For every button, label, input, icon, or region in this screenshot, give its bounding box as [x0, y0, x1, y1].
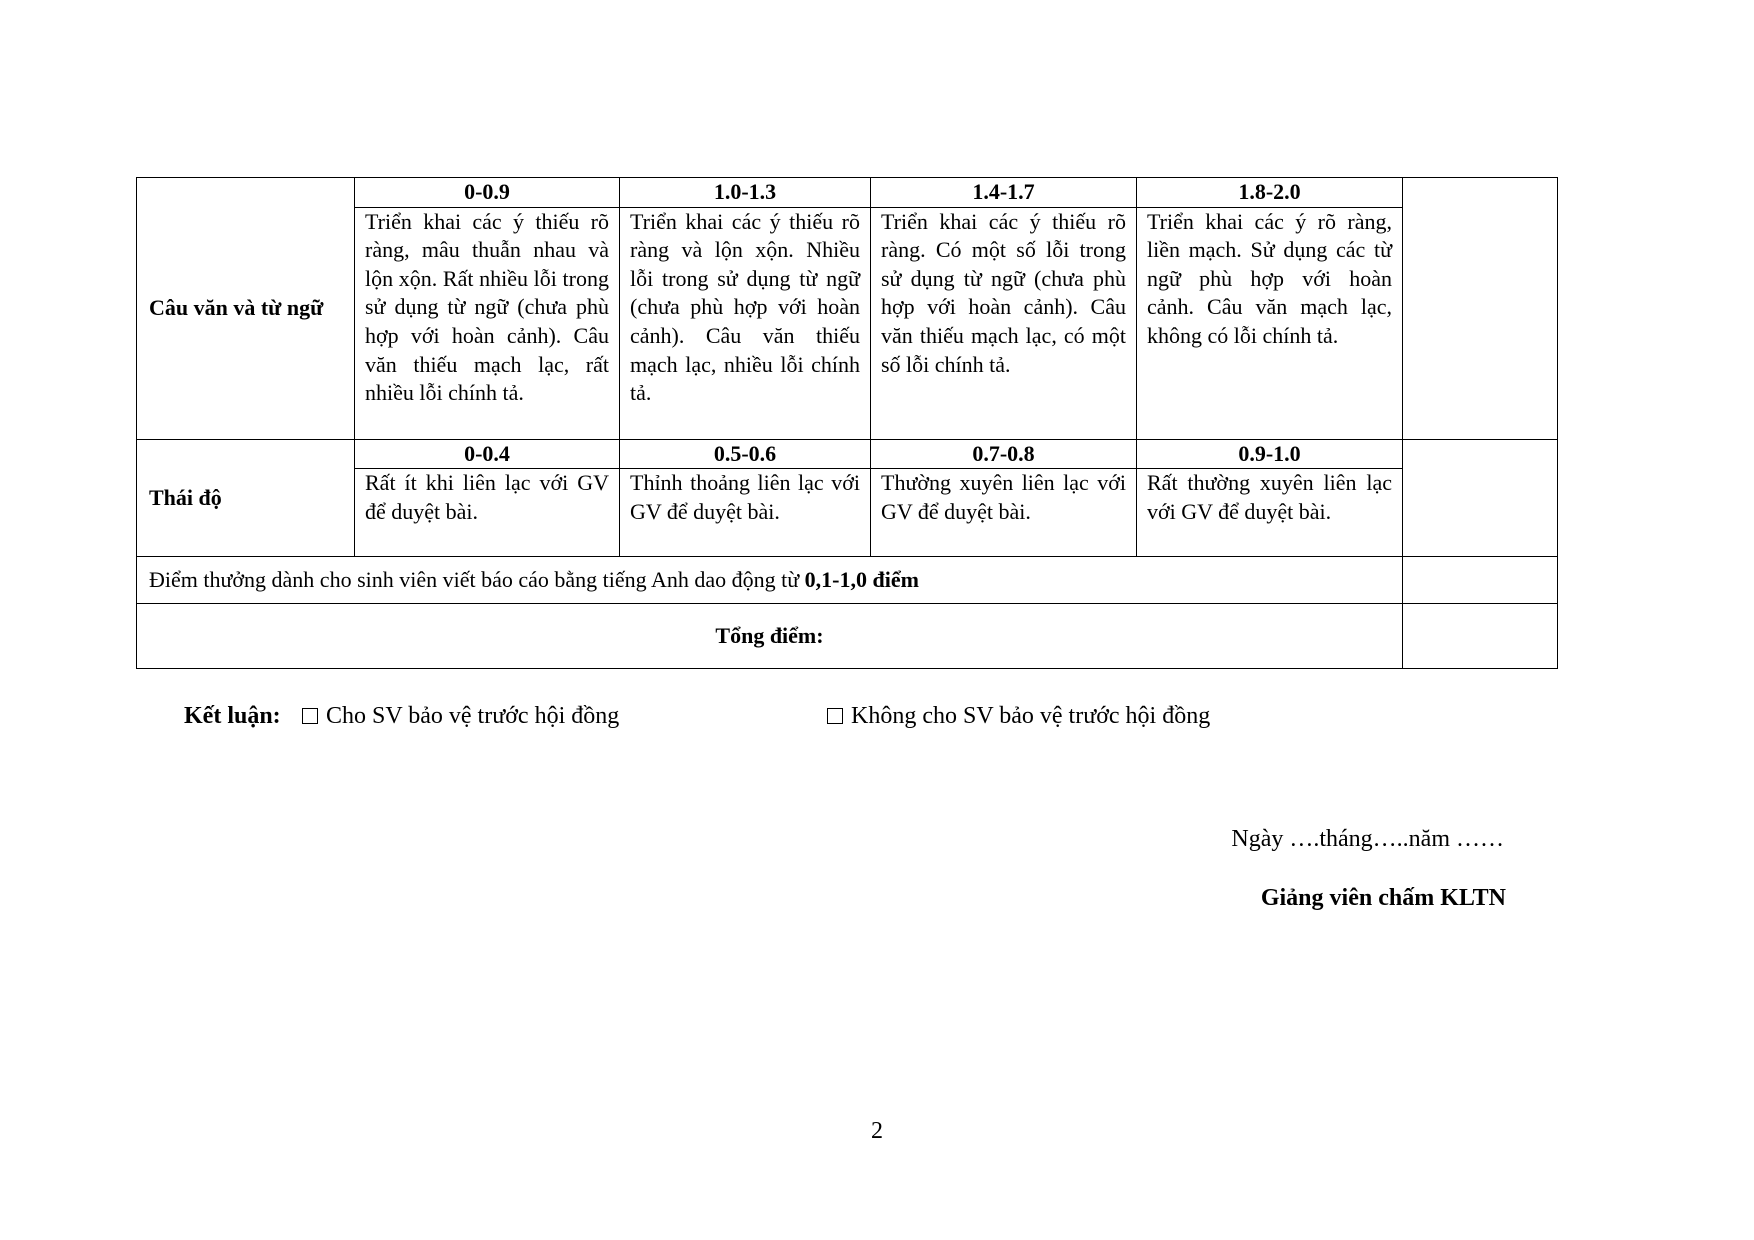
level-description: Triển khai các ý rõ ràng, liền mạch. Sử dụng các từ ngữ phù hợp với hoàn cảnh. Câu văn mạch lạc, không có lỗi chính tả. [1137, 207, 1403, 439]
level-description: Thường xuyên liên lạc với GV để duyệt bài. [871, 469, 1137, 557]
level-range: 0-0.4 [355, 439, 620, 469]
score-cell-writing[interactable] [1403, 178, 1558, 440]
score-cell-total[interactable] [1403, 604, 1558, 669]
option-deny-defense[interactable] [827, 703, 1210, 730]
date-line: Ngày ….tháng…..năm …… [1231, 826, 1504, 852]
option-allow-defense[interactable] [302, 703, 619, 730]
page-number: 2 [871, 1118, 883, 1144]
score-cell-attitude[interactable] [1403, 439, 1558, 557]
conclusion-row [0, 703, 1754, 735]
option-allow-label: Cho SV bảo vệ trước hội đồng [326, 703, 620, 729]
level-range: 0-0.9 [355, 178, 620, 208]
level-description: Triển khai các ý thiếu rõ ràng, mâu thuẫn nhau và lộn xộn. Rất nhiều lỗi trong sử dụng từ ngữ (chưa phù hợp với hoàn cảnh). Câu văn thiếu mạch lạc, rất nhiều lỗi chính tả. [355, 207, 620, 439]
level-range: 1.8-2.0 [1137, 178, 1403, 208]
score-cell-bonus[interactable] [1403, 557, 1558, 604]
bonus-range: 0,1-1,0 điểm [804, 566, 919, 592]
level-range: 0.5-0.6 [620, 439, 871, 469]
conclusion-label: Kết luận: [184, 703, 281, 729]
checkbox-icon[interactable] [302, 708, 318, 724]
criterion-attitude: Thái độ [137, 439, 355, 557]
bonus-text: Điểm thưởng dành cho sinh viên viết báo cáo bằng tiếng Anh dao động từ [149, 566, 805, 592]
level-range: 0.7-0.8 [871, 439, 1137, 469]
criterion-writing: Câu văn và từ ngữ [137, 178, 355, 440]
bonus-row [137, 557, 1403, 604]
checkbox-icon[interactable] [827, 708, 843, 724]
level-description: Triển khai các ý thiếu rõ ràng. Có một số lỗi trong sử dụng từ ngữ (chưa phù hợp với hoàn cảnh). Câu văn thiếu mạch lạc, có một số lỗi chính tả. [871, 207, 1137, 439]
level-range: 0.9-1.0 [1137, 439, 1403, 469]
level-description: Rất ít khi liên lạc với GV để duyệt bài. [355, 469, 620, 557]
grading-rubric-table [136, 177, 1558, 669]
level-description: Triển khai các ý thiếu rõ ràng và lộn xộn. Nhiều lỗi trong sử dụng từ ngữ (chưa phù hợp với hoàn cảnh). Câu văn thiếu mạch lạc, nhiều lỗi chính tả. [620, 207, 871, 439]
option-deny-label: Không cho SV bảo vệ trước hội đồng [851, 703, 1211, 729]
level-description: Thỉnh thoảng liên lạc với GV để duyệt bài. [620, 469, 871, 557]
level-range: 1.0-1.3 [620, 178, 871, 208]
level-range: 1.4-1.7 [871, 178, 1137, 208]
level-description: Rất thường xuyên liên lạc với GV để duyệt bài. [1137, 469, 1403, 557]
signer-title: Giảng viên chấm KLTN [1260, 885, 1506, 911]
total-label: Tổng điểm: [137, 604, 1403, 669]
